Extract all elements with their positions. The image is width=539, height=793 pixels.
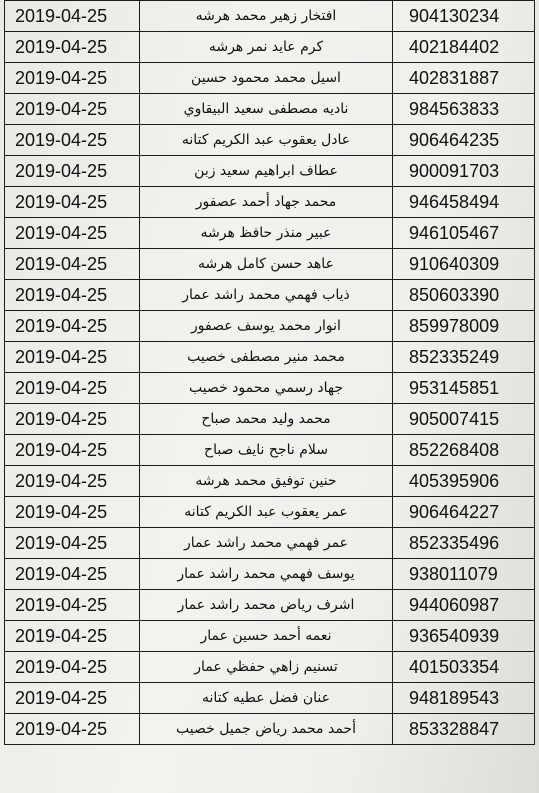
table-row <box>5 32 535 63</box>
id-number-cell: 852335496 <box>393 528 535 559</box>
name-cell: اشرف رياض محمد راشد عمار <box>140 590 393 621</box>
name-cell: سلام ناجح نايف صباح <box>140 435 393 466</box>
name-cell: عبير منذر حافظ هرشه <box>140 218 393 249</box>
date-cell: 2019-04-25 <box>5 621 140 652</box>
table-row <box>5 280 535 311</box>
id-number-cell: 402831887 <box>393 63 535 94</box>
date-cell: 2019-04-25 <box>5 311 140 342</box>
records-table <box>4 0 535 745</box>
id-number-cell: 953145851 <box>393 373 535 404</box>
name-cell: عاهد حسن كامل هرشه <box>140 249 393 280</box>
id-number-cell: 852335249 <box>393 342 535 373</box>
id-number-cell: 859978009 <box>393 311 535 342</box>
id-number-cell: 906464235 <box>393 125 535 156</box>
id-number-cell: 910640309 <box>393 249 535 280</box>
table-row <box>5 311 535 342</box>
table-row <box>5 714 535 745</box>
name-cell: محمد منير مصطفى خصيب <box>140 342 393 373</box>
id-number-cell: 946105467 <box>393 218 535 249</box>
id-number-cell: 938011079 <box>393 559 535 590</box>
date-cell: 2019-04-25 <box>5 342 140 373</box>
table-row <box>5 497 535 528</box>
table-row <box>5 528 535 559</box>
records-table-body <box>5 1 535 745</box>
name-cell: عنان فضل عطيه كتانه <box>140 683 393 714</box>
table-row <box>5 621 535 652</box>
id-number-cell: 900091703 <box>393 156 535 187</box>
name-cell: اسيل محمد محمود حسين <box>140 63 393 94</box>
date-cell: 2019-04-25 <box>5 94 140 125</box>
id-number-cell: 852268408 <box>393 435 535 466</box>
id-number-cell: 946458494 <box>393 187 535 218</box>
date-cell: 2019-04-25 <box>5 218 140 249</box>
name-cell: ذياب فهمي محمد راشد عمار <box>140 280 393 311</box>
table-row <box>5 652 535 683</box>
table-row <box>5 125 535 156</box>
date-cell: 2019-04-25 <box>5 652 140 683</box>
table-row <box>5 559 535 590</box>
table-row <box>5 63 535 94</box>
date-cell: 2019-04-25 <box>5 156 140 187</box>
date-cell: 2019-04-25 <box>5 435 140 466</box>
id-number-cell: 402184402 <box>393 32 535 63</box>
table-row <box>5 342 535 373</box>
date-cell: 2019-04-25 <box>5 404 140 435</box>
date-cell: 2019-04-25 <box>5 683 140 714</box>
date-cell: 2019-04-25 <box>5 280 140 311</box>
table-row <box>5 218 535 249</box>
date-cell: 2019-04-25 <box>5 63 140 94</box>
id-number-cell: 948189543 <box>393 683 535 714</box>
date-cell: 2019-04-25 <box>5 1 140 32</box>
name-cell: محمد وليد محمد صباح <box>140 404 393 435</box>
id-number-cell: 944060987 <box>393 590 535 621</box>
id-number-cell: 401503354 <box>393 652 535 683</box>
name-cell: ناديه مصطفى سعيد البيقاوي <box>140 94 393 125</box>
table-row <box>5 435 535 466</box>
table-row <box>5 404 535 435</box>
table-row <box>5 187 535 218</box>
name-cell: انوار محمد يوسف عصفور <box>140 311 393 342</box>
name-cell: عمر يعقوب عبد الكريم كتانه <box>140 497 393 528</box>
name-cell: كرم عايد نمر هرشه <box>140 32 393 63</box>
id-number-cell: 850603390 <box>393 280 535 311</box>
date-cell: 2019-04-25 <box>5 125 140 156</box>
id-number-cell: 984563833 <box>393 94 535 125</box>
date-cell: 2019-04-25 <box>5 497 140 528</box>
name-cell: عادل يعقوب عبد الكريم كتانه <box>140 125 393 156</box>
table-row <box>5 590 535 621</box>
date-cell: 2019-04-25 <box>5 373 140 404</box>
id-number-cell: 904130234 <box>393 1 535 32</box>
date-cell: 2019-04-25 <box>5 559 140 590</box>
date-cell: 2019-04-25 <box>5 590 140 621</box>
name-cell: حنين توفيق محمد هرشه <box>140 466 393 497</box>
id-number-cell: 936540939 <box>393 621 535 652</box>
name-cell: أحمد محمد رياض جميل خصيب <box>140 714 393 745</box>
name-cell: نعمه أحمد حسين عمار <box>140 621 393 652</box>
name-cell: عمر فهمي محمد راشد عمار <box>140 528 393 559</box>
id-number-cell: 853328847 <box>393 714 535 745</box>
date-cell: 2019-04-25 <box>5 528 140 559</box>
table-row <box>5 683 535 714</box>
date-cell: 2019-04-25 <box>5 187 140 218</box>
id-number-cell: 905007415 <box>393 404 535 435</box>
date-cell: 2019-04-25 <box>5 466 140 497</box>
name-cell: تسنيم زاهي حفظي عمار <box>140 652 393 683</box>
name-cell: افتخار زهير محمد هرشه <box>140 1 393 32</box>
id-number-cell: 906464227 <box>393 497 535 528</box>
name-cell: عطاف ابراهيم سعيد زبن <box>140 156 393 187</box>
table-row <box>5 1 535 32</box>
name-cell: جهاد رسمي محمود خصيب <box>140 373 393 404</box>
name-cell: يوسف فهمي محمد راشد عمار <box>140 559 393 590</box>
table-row <box>5 373 535 404</box>
date-cell: 2019-04-25 <box>5 249 140 280</box>
table-row <box>5 94 535 125</box>
table-row <box>5 249 535 280</box>
table-row <box>5 466 535 497</box>
id-number-cell: 405395906 <box>393 466 535 497</box>
date-cell: 2019-04-25 <box>5 714 140 745</box>
name-cell: محمد جهاد أحمد عصفور <box>140 187 393 218</box>
table-row <box>5 156 535 187</box>
date-cell: 2019-04-25 <box>5 32 140 63</box>
